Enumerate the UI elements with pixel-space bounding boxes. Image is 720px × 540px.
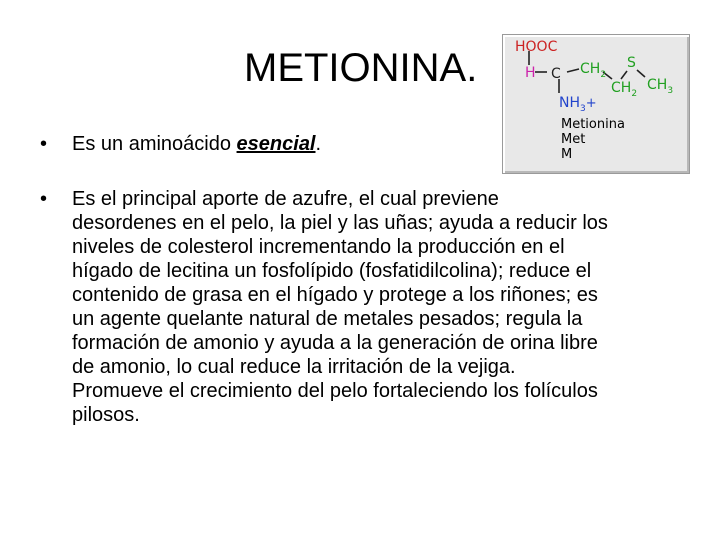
bullet-2-line: niveles de colesterol incrementando la producción en el — [72, 236, 565, 258]
bullet-1-suffix: . — [315, 133, 322, 155]
methionine-structure-diagram — [503, 35, 689, 173]
label-h: H — [525, 65, 536, 81]
bullet-2-line: formación de amonio y ayuda a la generación de orina libre — [72, 332, 598, 354]
bond-ch2-s — [621, 71, 627, 79]
methionine-structure-figure — [502, 34, 690, 174]
label-hooc: HOOC — [515, 39, 558, 55]
bond-c-ch2 — [567, 69, 579, 72]
bullet-2-text — [72, 187, 684, 427]
bullet-2-line: pilosos. — [72, 404, 140, 426]
molecule-name: Metionina — [561, 117, 625, 132]
subscript: 2 — [631, 89, 638, 99]
label-nh3: $NH_3+$ — [559, 95, 597, 114]
bullet-2-line: desordenes en el pelo, la piel y las uñas; ayuda a reducir los — [72, 212, 608, 234]
bullet-2-line: un agente quelante natural de metales pesados; regula la — [72, 308, 583, 330]
subscript: 3 — [667, 86, 674, 96]
bullet-1-prefix: Es un aminoácido — [72, 133, 237, 155]
subscript: 3 — [580, 104, 586, 114]
label-ch2-b: $CH_2$ — [611, 80, 638, 99]
bullet-2-line: Es el principal aporte de azufre, el cual previene — [72, 188, 499, 210]
molecule-abbrev-1: M — [561, 147, 573, 162]
label-ch2-a: $CH_2$ — [580, 61, 607, 80]
label-ch3: $CH_3$ — [647, 77, 674, 96]
bullet-1-text — [72, 132, 321, 156]
charge: + — [585, 96, 597, 111]
bullet-2-line: de amonio, lo cual reduce la irritación de la vejiga. — [72, 356, 516, 378]
bullet-dot: • — [40, 133, 48, 155]
bond-s-ch3 — [637, 70, 645, 77]
bullet-2-line: contenido de grasa en el hígado y protege a los riñones; es — [72, 284, 598, 306]
bullet-dot: • — [40, 188, 48, 210]
subscript: 2 — [600, 70, 607, 80]
bullet-2-line: Promueve el crecimiento del pelo fortaleciendo los folículos — [72, 380, 598, 402]
label-c-alpha: C — [551, 66, 561, 82]
label-s: S — [627, 55, 636, 71]
slide-title: METIONINA. — [244, 46, 478, 90]
molecule-abbrev-3: Met — [561, 132, 586, 147]
bullet-1-emphasis: esencial — [236, 133, 316, 155]
bullet-2-line: hígado de lecitina un fosfolípido (fosfatidilcolina); reduce el — [72, 260, 592, 282]
